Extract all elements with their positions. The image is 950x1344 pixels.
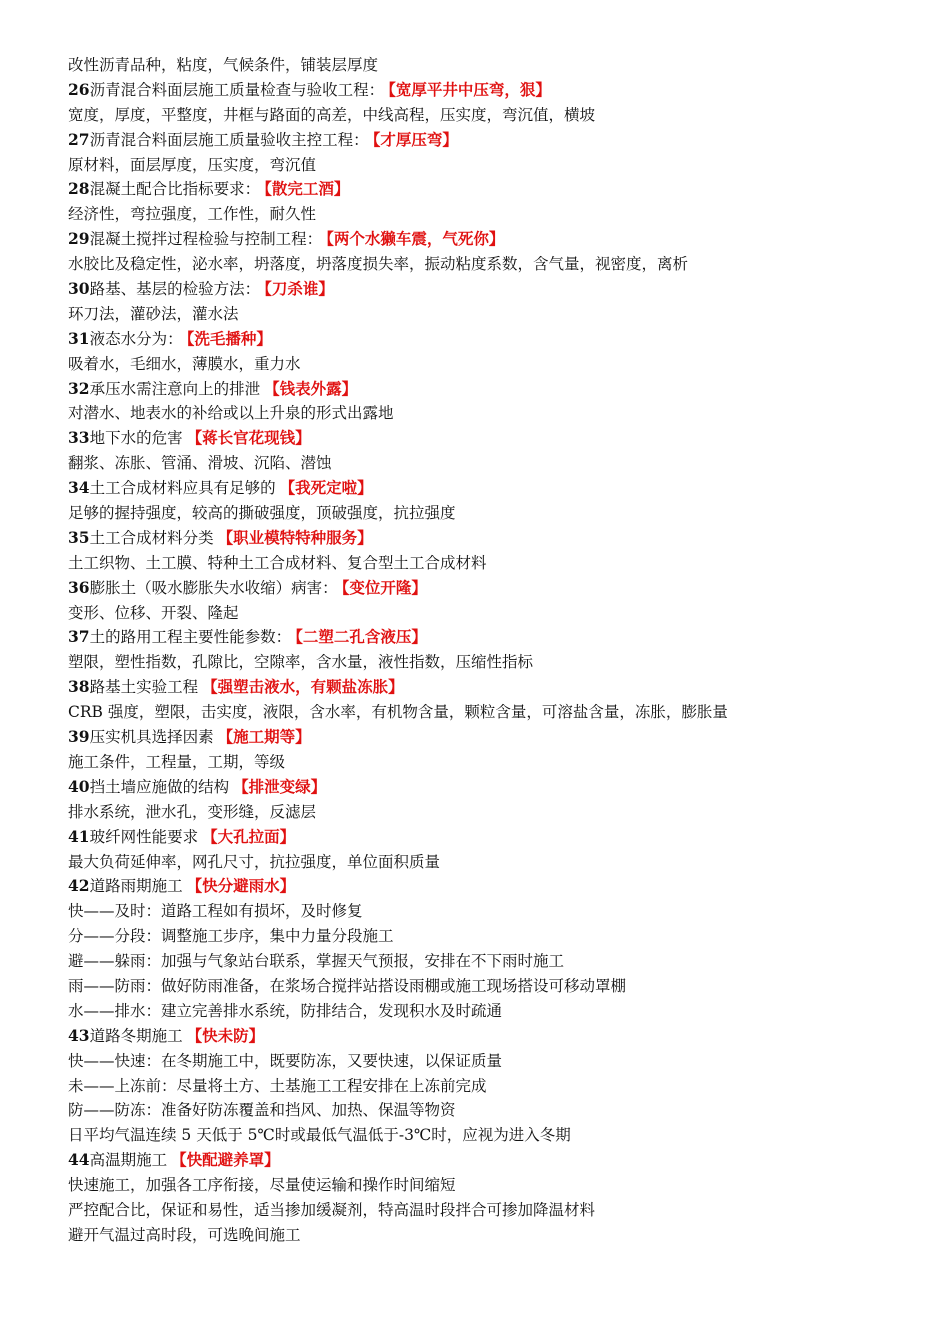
- answer-text: 雨——防雨：做好防雨准备，在浆场合搅拌站搭设雨棚或施工现场搭设可移动罩棚: [68, 976, 627, 995]
- answer-line: [68, 1049, 890, 1074]
- question-heading: [68, 874, 890, 899]
- question-text: 道路冬期施工: [89, 1026, 183, 1045]
- question-text: 路基土实验工程: [89, 678, 199, 697]
- mnemonic-phrase: 【快配避养罩】: [171, 1150, 280, 1170]
- answer-text: 土工织物、土工膜、特种土工合成材料、复合型土工合成材料: [68, 553, 487, 572]
- question-heading: [68, 825, 890, 850]
- question-heading: [68, 675, 890, 700]
- question-text: 高温期施工: [89, 1151, 168, 1170]
- question-text: 路基、基层的检验方法：: [89, 280, 261, 299]
- answer-line: [68, 1173, 890, 1198]
- answer-text: 环刀法，灌砂法，灌水法: [68, 304, 239, 323]
- question-heading: [68, 725, 890, 750]
- answer-line: [68, 352, 890, 377]
- question-number: 35: [68, 527, 90, 547]
- answer-text: 避——躲雨：加强与气象站台联系，掌握天气预报，安排在不下雨时施工: [68, 952, 565, 971]
- question-heading: [68, 177, 890, 202]
- mnemonic-phrase: 【强塑击液水，有颗盐冻胀】: [202, 677, 404, 697]
- mnemonic-phrase: 【快未防】: [186, 1025, 265, 1045]
- question-number: 39: [68, 727, 90, 747]
- mnemonic-phrase: 【才厚压弯】: [372, 129, 458, 149]
- mnemonic-phrase: 【排泄变绿】: [233, 776, 327, 796]
- question-text: 沥青混合料面层施工质量检查与验收工程：: [89, 80, 385, 99]
- question-heading: [68, 526, 890, 551]
- answer-line: [68, 551, 890, 576]
- answer-line: [68, 924, 890, 949]
- answer-line: [68, 1123, 890, 1148]
- question-heading: [68, 426, 890, 451]
- answer-text: 快——及时：道路工程如有损坏，及时修复: [68, 902, 363, 921]
- answer-text: 避开气温过高时段，可选晚间施工: [68, 1225, 301, 1244]
- answer-text: 排水系统，泄水孔，变形缝，反滤层: [68, 802, 317, 821]
- mnemonic-phrase: 【钱表外露】: [264, 378, 358, 398]
- answer-line: [68, 1198, 890, 1223]
- question-text: 玻纤网性能要求: [89, 827, 199, 846]
- question-number: 44: [68, 1150, 90, 1170]
- question-number: 38: [68, 677, 90, 697]
- question-heading: [68, 625, 890, 650]
- answer-text: 对潜水、地表水的补给或以上升泉的形式出露地: [68, 404, 394, 423]
- question-heading: [68, 227, 890, 252]
- question-number: 28: [68, 179, 90, 199]
- answer-text: 防——防冻：准备好防冻覆盖和挡风、加热、保温等物资: [68, 1101, 456, 1120]
- answer-line: [68, 974, 890, 999]
- mnemonic-phrase: 【二塑二孔含液压】: [295, 627, 427, 647]
- question-heading: [68, 476, 890, 501]
- question-number: 34: [68, 478, 90, 498]
- answer-text: 严控配合比，保证和易性，适当掺加缓凝剂，特高温时段拌合可掺加降温材料: [68, 1200, 596, 1219]
- answer-text: 最大负荷延伸率，网孔尺寸，抗拉强度，单位面积质量: [68, 852, 441, 871]
- question-number: 32: [68, 378, 90, 398]
- question-number: 43: [68, 1025, 90, 1045]
- question-number: 33: [68, 428, 90, 448]
- question-text: 地下水的危害: [89, 429, 183, 448]
- answer-line: [68, 501, 890, 526]
- answer-text: 施工条件，工程量，工期，等级: [68, 752, 286, 771]
- question-text: 混凝土搅拌过程检验与控制工程：: [89, 230, 323, 249]
- mnemonic-phrase: 【我死定啦】: [279, 478, 373, 498]
- answer-line: [68, 850, 890, 875]
- answer-text: CRB 强度，塑限，击实度，液限，含水率，有机物含量，颗粒含量，可溶盐含量，冻胀，膨胀量: [68, 703, 728, 722]
- question-number: 30: [68, 279, 90, 299]
- mnemonic-phrase: 【蒋长官花现钱】: [186, 428, 311, 448]
- answer-text: 分——分段：调整施工步序，集中力量分段施工: [68, 927, 394, 946]
- question-number: 36: [68, 577, 90, 597]
- answer-line: [68, 949, 890, 974]
- question-text: 挡土墙应施做的结构: [89, 777, 230, 796]
- answer-line: [68, 1223, 890, 1248]
- question-text: 土的路用工程主要性能参数：: [89, 628, 292, 647]
- answer-text: 变形、位移、开裂、隆起: [68, 603, 239, 622]
- mnemonic-phrase: 【施工期等】: [217, 727, 311, 747]
- answer-text: 宽度，厚度，平整度，井框与路面的高差，中线高程，压实度，弯沉值，横坡: [68, 105, 596, 124]
- answer-line: [68, 451, 890, 476]
- question-heading: [68, 78, 890, 103]
- answer-text: 翻浆、冻胀、管涌、滑坡、沉陷、潜蚀: [68, 454, 332, 473]
- question-text: 液态水分为：: [89, 329, 183, 348]
- answer-line: [68, 1098, 890, 1123]
- mnemonic-phrase: 【大孔拉面】: [202, 826, 296, 846]
- mnemonic-phrase: 【两个水獭车震，气死你】: [326, 229, 505, 249]
- answer-text: 原材料，面层厚度，压实度，弯沉值: [68, 155, 317, 174]
- question-text: 沥青混合料面层施工质量验收主控工程：: [89, 130, 369, 149]
- answer-line: [68, 153, 890, 178]
- question-heading: [68, 327, 890, 352]
- question-heading: [68, 277, 890, 302]
- question-number: 27: [68, 129, 90, 149]
- answer-line: [68, 252, 890, 277]
- question-number: 31: [68, 328, 90, 348]
- answer-text: 足够的握持强度，较高的撕破强度，顶破强度，抗拉强度: [68, 504, 456, 523]
- answer-text: 未——上冻前：尽量将土方、土基施工工程安排在上冻前完成: [68, 1076, 487, 1095]
- question-number: 40: [68, 776, 90, 796]
- answer-text: 水——排水：建立完善排水系统，防排结合，发现积水及时疏通: [68, 1001, 503, 1020]
- mnemonic-phrase: 【散完工酒】: [264, 179, 350, 199]
- answer-line: [68, 800, 890, 825]
- answer-line: [68, 302, 890, 327]
- mnemonic-phrase: 【快分避雨水】: [186, 876, 296, 896]
- question-heading: [68, 1024, 890, 1049]
- answer-line: [68, 899, 890, 924]
- question-text: 压实机具选择因素: [89, 728, 214, 747]
- answer-line: [68, 601, 890, 626]
- answer-line: [68, 700, 890, 725]
- answer-text: 快——快速：在冬期施工中，既要防冻，又要快速，以保证质量: [68, 1051, 503, 1070]
- question-number: 26: [68, 79, 90, 99]
- question-heading: [68, 128, 890, 153]
- question-number: 42: [68, 876, 90, 896]
- question-text: 膨胀土（吸水膨胀失水收缩）病害：: [89, 578, 338, 597]
- answer-text: 快速施工，加强各工序衔接，尽量使运输和操作时间缩短: [68, 1176, 456, 1195]
- mnemonic-phrase: 【职业模特特种服务】: [217, 527, 373, 547]
- answer-line: [68, 750, 890, 775]
- question-text: 土工合成材料分类: [89, 528, 214, 547]
- question-text: 混凝土配合比指标要求：: [89, 180, 261, 199]
- question-text: 土工合成材料应具有足够的: [89, 479, 276, 498]
- question-text: 道路雨期施工: [89, 877, 183, 896]
- answer-line: [68, 999, 890, 1024]
- question-number: 29: [68, 229, 90, 249]
- mnemonic-phrase: 【刀杀谁】: [264, 279, 334, 299]
- answer-text: 经济性，弯拉强度，工作性，耐久性: [68, 205, 317, 224]
- question-heading: [68, 377, 890, 402]
- answer-line: [68, 103, 890, 128]
- answer-line: [68, 202, 890, 227]
- question-text: 承压水需注意向上的排泄: [89, 379, 261, 398]
- question-number: 37: [68, 627, 90, 647]
- answer-line: [68, 53, 890, 78]
- answer-text: 日平均气温连续 5 天低于 5℃时或最低气温低于-3℃时，应视为进入冬期: [68, 1126, 571, 1145]
- question-heading: [68, 576, 890, 601]
- answer-text: 吸着水，毛细水，薄膜水，重力水: [68, 354, 301, 373]
- mnemonic-phrase: 【变位开隆】: [341, 577, 427, 597]
- question-heading: [68, 1148, 890, 1173]
- question-number: 41: [68, 826, 90, 846]
- answer-text: 改性沥青品种，粘度，气候条件，铺装层厚度: [68, 56, 379, 74]
- mnemonic-phrase: 【宽厚平井中压弯，狠】: [388, 79, 551, 99]
- answer-line: [68, 650, 890, 675]
- mnemonic-phrase: 【洗毛播种】: [186, 328, 272, 348]
- answer-line: [68, 401, 890, 426]
- answer-line: [68, 1074, 890, 1099]
- question-heading: [68, 775, 890, 800]
- answer-text: 塑限，塑性指数，孔隙比，空隙率，含水量，液性指数，压缩性指标: [68, 653, 534, 672]
- answer-text: 水胶比及稳定性，泌水率，坍落度，坍落度损失率，振动粘度系数，含气量，视密度，离析: [68, 255, 689, 274]
